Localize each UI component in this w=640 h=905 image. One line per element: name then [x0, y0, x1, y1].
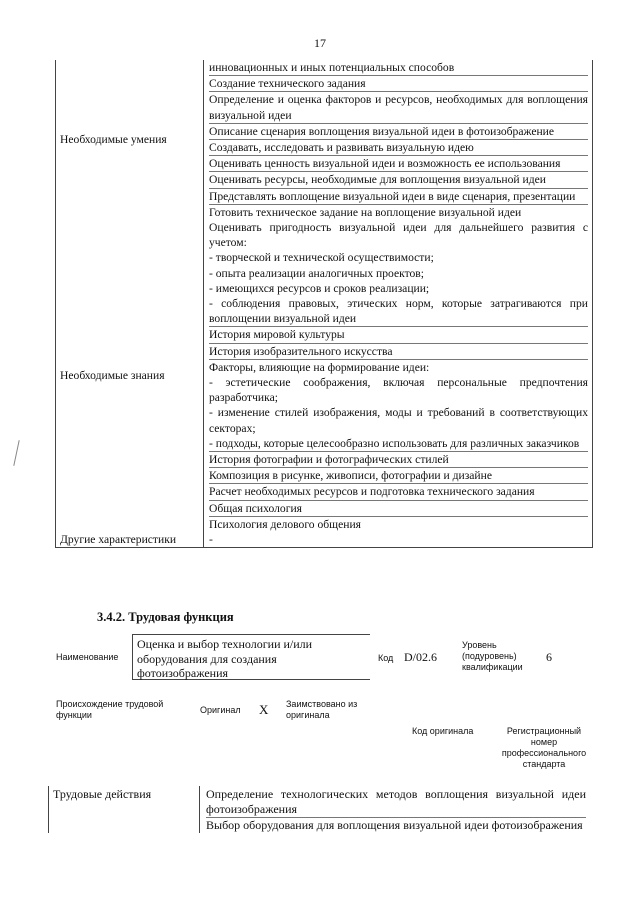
list-item: Общая психология: [209, 501, 588, 517]
list-item: Создание технического задания: [209, 76, 588, 92]
list-item: Описание сценария воплощения визуальной идеи в фотоизображение: [209, 124, 588, 140]
function-name-field: Оценка и выбор технологии и/или оборудования для создания фотоизображения: [132, 634, 370, 680]
skills-table: [55, 60, 593, 548]
row-items: [203, 220, 593, 532]
row-label: Другие характеристики: [55, 532, 203, 547]
action-item: Выбор оборудования для воплощения визуальной идеи фотоизображения: [206, 818, 583, 832]
list-item: -: [209, 533, 213, 547]
level-value: 6: [546, 650, 552, 664]
code-value: D/02.6: [404, 650, 437, 664]
list-item: Оценивать пригодность визуальной идеи для дальнейшего развития с учетом: - творческой и технической осуществимости; - опыта реализации аналогичных проектов; - имеющихся ресурсов и сроков реализации; - соблюдения правовых, этических норм, которые затрагиваются при воплощении визуальной идеи: [209, 220, 588, 327]
list-item: История мировой культуры: [209, 327, 588, 343]
list-item: История фотографии и фотографических стилей: [209, 452, 588, 468]
section-title: 3.4.2. Трудовая функция: [97, 610, 234, 624]
code-label: Код: [378, 653, 394, 663]
origin-label: Происхождение трудовой функции: [56, 699, 164, 720]
original-label: Оригинал: [200, 705, 241, 715]
list-item: Создавать, исследовать и развивать визуальную идею: [209, 140, 588, 156]
list-item: Психология делового общения: [209, 517, 361, 531]
list-item: инновационных и иных потенциальных способов: [209, 60, 588, 76]
actions-list: [199, 786, 588, 833]
list-item: Оценивать ресурсы, необходимые для воплощения визуальной идеи: [209, 172, 588, 188]
table-row: [55, 532, 593, 548]
page-number: 17: [314, 36, 326, 50]
level-label: Уровень (подуровень) квалификации: [462, 640, 523, 672]
action-item: Определение технологических методов воплощения визуальной идеи фотоизображения: [206, 787, 586, 816]
row-items: [203, 60, 593, 220]
row-label: Необходимые умения: [55, 60, 203, 220]
list-item: Факторы, влияющие на формирование идеи: - эстетические соображения, включая персональные предпочтения разработчика; - изменение стилей изображения, моды и требований в соответствующих секторах; - подходы, которые целесообразно использовать для различных заказчиков: [209, 360, 588, 452]
row-items: [203, 532, 593, 547]
list-item: Оценивать ценность визуальной идеи и возможность ее использования: [209, 156, 588, 172]
list-item: Композиция в рисунке, живописи, фотографии и дизайне: [209, 468, 588, 484]
list-item: Представлять воплощение визуальной идеи в виде сценария, презентации: [209, 189, 588, 205]
row-label: Необходимые знания: [55, 220, 203, 532]
actions-label: Трудовые действия: [48, 786, 199, 833]
list-item: История изобразительного искусства: [209, 344, 588, 360]
borrowed-label: Заимствовано из оригинала: [286, 699, 358, 720]
actions-table: [48, 786, 588, 833]
list-item: Расчет необходимых ресурсов и подготовка технического задания: [209, 484, 588, 500]
reg-number-label: Регистрационный номер профессионального стандарта: [501, 726, 587, 769]
table-row: [55, 220, 593, 532]
original-mark: X: [259, 702, 269, 717]
name-label: Наименование: [56, 652, 119, 662]
list-item: Готовить техническое задание на воплощение визуальной идеи: [209, 205, 522, 219]
original-code-label: Код оригинала: [412, 726, 474, 736]
list-item: Определение и оценка факторов и ресурсов, необходимых для воплощения визуальной идеи: [209, 92, 588, 123]
table-row: [55, 60, 593, 220]
margin-mark: [13, 440, 19, 466]
